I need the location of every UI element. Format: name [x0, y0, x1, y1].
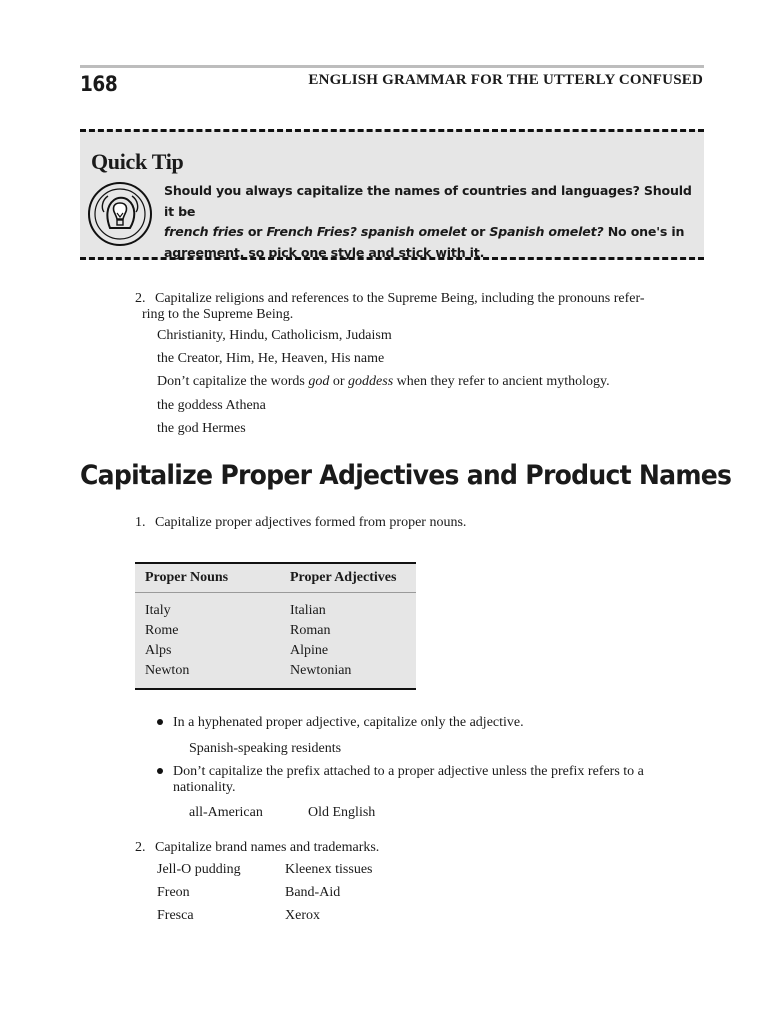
section-heading: Capitalize Proper Adjectives and Product Names — [80, 460, 732, 491]
quick-tip-line-2 — [164, 222, 694, 243]
bullet-example: Spanish-speaking residents — [189, 741, 342, 756]
table-header-proper-adjectives: Proper Adjectives — [290, 570, 397, 585]
table-header-rule — [135, 592, 416, 593]
table-cell: Alps — [145, 643, 172, 658]
tip-text-fragment: No one's in — [603, 224, 685, 239]
bullet-text: Don’t capitalize the prefix attached to a proper adjective unless the prefix refers to a — [173, 764, 644, 779]
table-cell: Alpine — [290, 643, 329, 658]
lightbulb-hand-icon — [84, 178, 156, 250]
bullet-text: In a hyphenated proper adjective, capitalize only the adjective. — [173, 715, 524, 730]
term-french-fries-lower: french fries — [164, 224, 244, 239]
table-cell: Italian — [290, 603, 326, 618]
table-cell: Newton — [145, 663, 190, 678]
conjunction-or: or — [466, 224, 490, 239]
note-text: Don’t capitalize the words — [157, 374, 309, 389]
table-cell: Newtonian — [290, 663, 352, 678]
quick-tip-line-3: agreement, so pick one style and stick with it. — [164, 244, 485, 260]
note-text: when they refer to ancient mythology. — [393, 374, 610, 389]
list-number: 2. — [135, 840, 146, 855]
table-header-proper-nouns: Proper Nouns — [145, 570, 229, 585]
brand-name: Jell-O pudding — [157, 862, 241, 877]
table-cell: Italy — [145, 603, 171, 618]
note-text: or — [329, 374, 349, 389]
term-god: god — [308, 374, 330, 389]
bullet-text-continued: nationality. — [173, 780, 236, 795]
list-item-text: Capitalize religions and references to the Supreme Being, including the pronouns refer- — [155, 291, 645, 306]
running-head: ENGLISH GRAMMAR FOR THE UTTERLY CONFUSED — [308, 72, 703, 88]
quick-tip-title: Quick Tip — [91, 149, 184, 174]
example-line: the god Hermes — [157, 421, 246, 436]
example-line: Christianity, Hindu, Catholicism, Judaism — [157, 328, 392, 343]
bullet-marker — [157, 768, 163, 774]
quick-tip-line-1: Should you always capitalize the names of countries and languages? Should it be — [164, 183, 692, 219]
brand-name: Fresca — [157, 908, 194, 923]
bullet-example: Old English — [308, 805, 376, 820]
table-cell: Roman — [290, 623, 331, 638]
page-number: 168 — [80, 72, 118, 96]
brand-name: Xerox — [285, 908, 320, 923]
table-cell: Rome — [145, 623, 179, 638]
brand-name: Band-Aid — [285, 885, 341, 900]
brand-name: Freon — [157, 885, 190, 900]
header-rule — [80, 65, 704, 68]
list-item-text: Capitalize brand names and trademarks. — [155, 840, 380, 855]
list-number: 1. — [135, 515, 146, 530]
mythology-note — [157, 374, 610, 390]
brand-name: Kleenex tissues — [285, 862, 373, 877]
example-line: the goddess Athena — [157, 398, 266, 413]
list-item-text-continued: ring to the Supreme Being. — [142, 307, 294, 322]
term-spanish-omelet: Spanish omelet? — [489, 224, 604, 239]
list-item-text: Capitalize proper adjectives formed from proper nouns. — [155, 515, 467, 530]
term-goddess: goddess — [348, 374, 394, 389]
quick-tip-top-border — [80, 129, 704, 132]
list-number: 2. — [135, 291, 146, 306]
quick-tip-text — [164, 181, 694, 263]
term-french-fries-spanish-omelet: French Fries? spanish omelet — [266, 224, 467, 239]
conjunction-or: or — [243, 224, 267, 239]
bullet-marker — [157, 719, 163, 725]
example-line: the Creator, Him, He, Heaven, His name — [157, 351, 385, 366]
bullet-example: all-American — [189, 805, 263, 820]
